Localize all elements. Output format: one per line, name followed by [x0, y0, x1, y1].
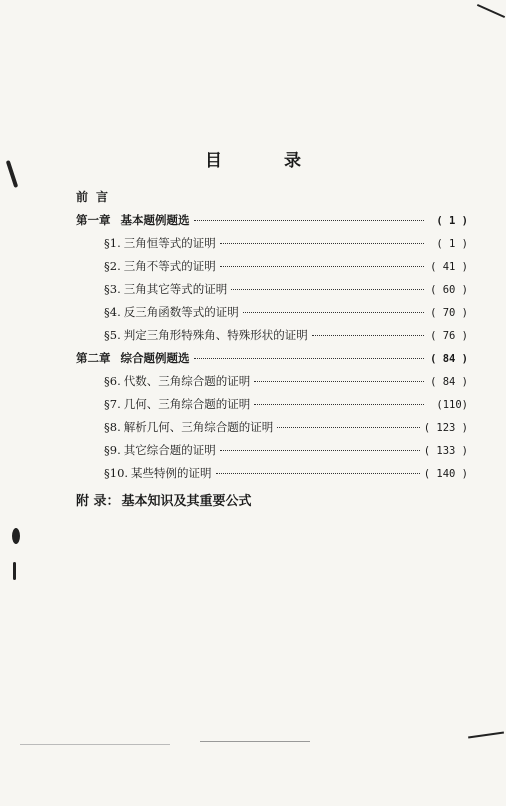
dot-leader [254, 381, 424, 382]
page-number: ( 84 ) [430, 376, 468, 388]
scan-mark [200, 741, 310, 742]
section-label [104, 327, 308, 343]
section-title: 解析几何、三角综合题的证明 [123, 420, 274, 434]
section-number: §8. [104, 420, 121, 434]
section-title: 三角其它等式的证明 [123, 282, 228, 296]
toc-section-3[interactable] [76, 281, 468, 304]
scan-mark [477, 4, 505, 18]
chapter-number: 第一章 [76, 213, 111, 227]
section-label [104, 281, 227, 297]
page-number: ( 1 ) [436, 215, 468, 227]
toc-preface[interactable] [76, 188, 468, 212]
toc-section-9[interactable] [76, 442, 468, 465]
toc-appendix[interactable] [76, 490, 468, 513]
appendix-label [76, 490, 252, 509]
chapter-number: 第二章 [76, 351, 111, 365]
section-number: §6. [104, 374, 121, 388]
section-number: §1. [104, 236, 121, 250]
section-label [104, 442, 216, 458]
section-title: 三角不等式的证明 [123, 259, 216, 273]
section-label [104, 465, 212, 481]
section-number: §9. [104, 443, 121, 457]
page-title: 目 录 [205, 151, 329, 171]
section-number: §2. [104, 259, 121, 273]
page-number: ( 70 ) [430, 307, 468, 319]
section-number: §7. [104, 397, 121, 411]
page-number: (110) [436, 399, 468, 411]
section-title: 三角恒等式的证明 [123, 236, 216, 250]
toc-section-8[interactable] [76, 419, 468, 442]
section-label [104, 235, 216, 251]
appendix-title: 基本知识及其重要公式 [121, 494, 252, 509]
page-number: ( 76 ) [430, 330, 468, 342]
section-number: §3. [104, 282, 121, 296]
page-number: ( 84 ) [430, 353, 468, 365]
dot-leader [277, 427, 420, 428]
appendix-prefix: 附 录： [76, 494, 120, 509]
page-number: ( 60 ) [430, 284, 468, 296]
toc-section-2[interactable] [76, 258, 468, 281]
section-number: §4. [104, 305, 121, 319]
page-number: ( 140 ) [423, 468, 468, 480]
toc-chapter-2[interactable] [76, 350, 468, 373]
chapter-label [76, 350, 190, 366]
page-number: ( 123 ) [423, 422, 468, 434]
chapter-title: 基本题例题选 [120, 213, 190, 227]
section-title: 某些特例的证明 [131, 466, 212, 480]
table-of-contents [76, 188, 468, 513]
toc-section-7[interactable] [76, 396, 468, 419]
section-label [104, 373, 250, 389]
toc-section-5[interactable] [76, 327, 468, 350]
dot-leader [220, 243, 424, 244]
section-label [104, 396, 250, 412]
toc-section-10[interactable] [76, 465, 468, 488]
dot-leader [194, 220, 425, 221]
section-title: 其它综合题的证明 [123, 443, 216, 457]
page-number: ( 133 ) [423, 445, 468, 457]
scan-mark [12, 528, 20, 544]
dot-leader [220, 266, 424, 267]
toc-section-1[interactable] [76, 235, 468, 258]
section-title: 判定三角形特殊角、特殊形状的证明 [123, 328, 308, 342]
section-label [104, 258, 216, 274]
dot-leader [194, 358, 425, 359]
dot-leader [312, 335, 424, 336]
section-title: 反三角函数等式的证明 [123, 305, 239, 319]
toc-section-4[interactable] [76, 304, 468, 327]
page-number: ( 41 ) [430, 261, 468, 273]
section-label [104, 304, 239, 320]
chapter-title: 综合题例题选 [120, 351, 190, 365]
section-title: 代数、三角综合题的证明 [123, 374, 251, 388]
scan-mark [13, 562, 16, 580]
page-number: ( 1 ) [436, 238, 468, 250]
scan-mark [468, 732, 504, 738]
chapter-label [76, 212, 190, 228]
dot-leader [231, 289, 424, 290]
toc-section-6[interactable] [76, 373, 468, 396]
scan-mark [20, 744, 170, 745]
section-number: §10. [104, 466, 129, 480]
dot-leader [254, 404, 424, 405]
section-label [104, 419, 273, 435]
dot-leader [220, 450, 420, 451]
preface-label: 前言 [76, 190, 117, 204]
section-number: §5. [104, 328, 121, 342]
section-title: 几何、三角综合题的证明 [123, 397, 251, 411]
toc-chapter-1[interactable] [76, 212, 468, 235]
dot-leader [216, 473, 420, 474]
dot-leader [243, 312, 424, 313]
